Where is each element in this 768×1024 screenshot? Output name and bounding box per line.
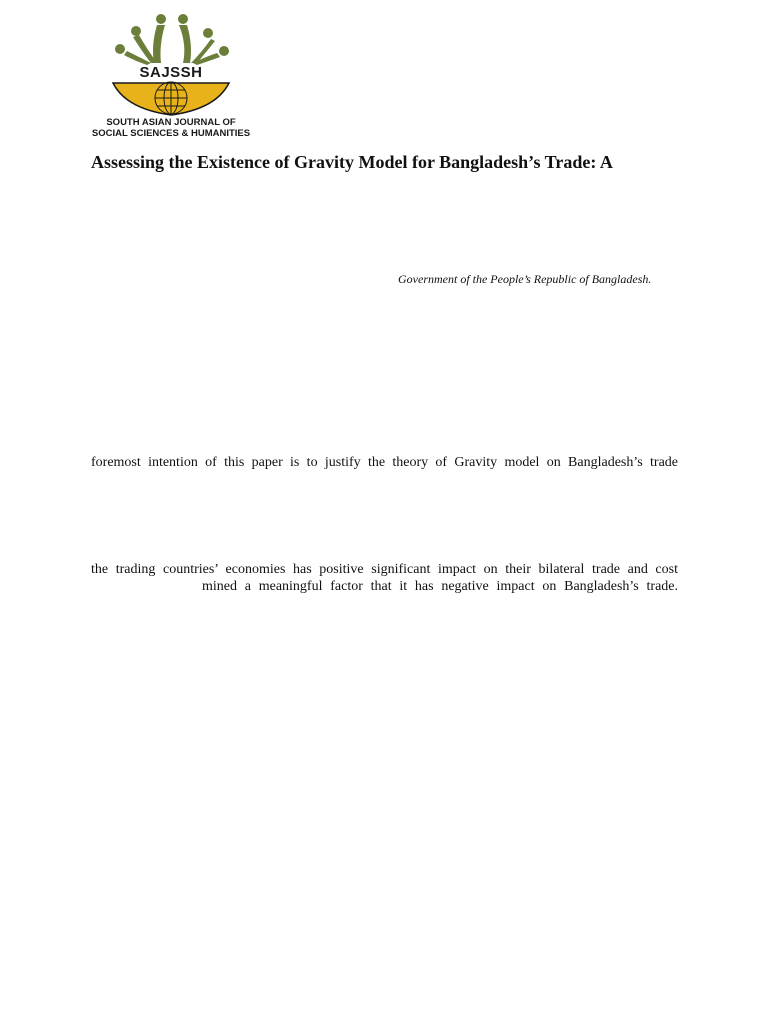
abstract-line: the trading countries’ economies has positive significant impact on their bilateral trade and cost xyxy=(91,562,678,577)
abstract-line: foremost intention of this paper is to justify the theory of Gravity model on Bangladesh’s trade xyxy=(91,455,678,470)
abstract-line: mined a meaningful factor that it has negative impact on Bangladesh’s trade. xyxy=(202,579,678,594)
logo-acronym: SAJSSH xyxy=(139,64,203,81)
paper-title: Assessing the Existence of Gravity Model for Bangladesh’s Trade: A xyxy=(91,152,613,172)
journal-logo xyxy=(91,11,251,141)
logo-journal-name-line2: SOCIAL SCIENCES & HUMANITIES xyxy=(91,128,251,139)
logo-journal-name-line1: SOUTH ASIAN JOURNAL OF xyxy=(106,117,236,128)
author-affiliation: Government of the People’s Republic of Bangladesh. xyxy=(398,272,652,286)
